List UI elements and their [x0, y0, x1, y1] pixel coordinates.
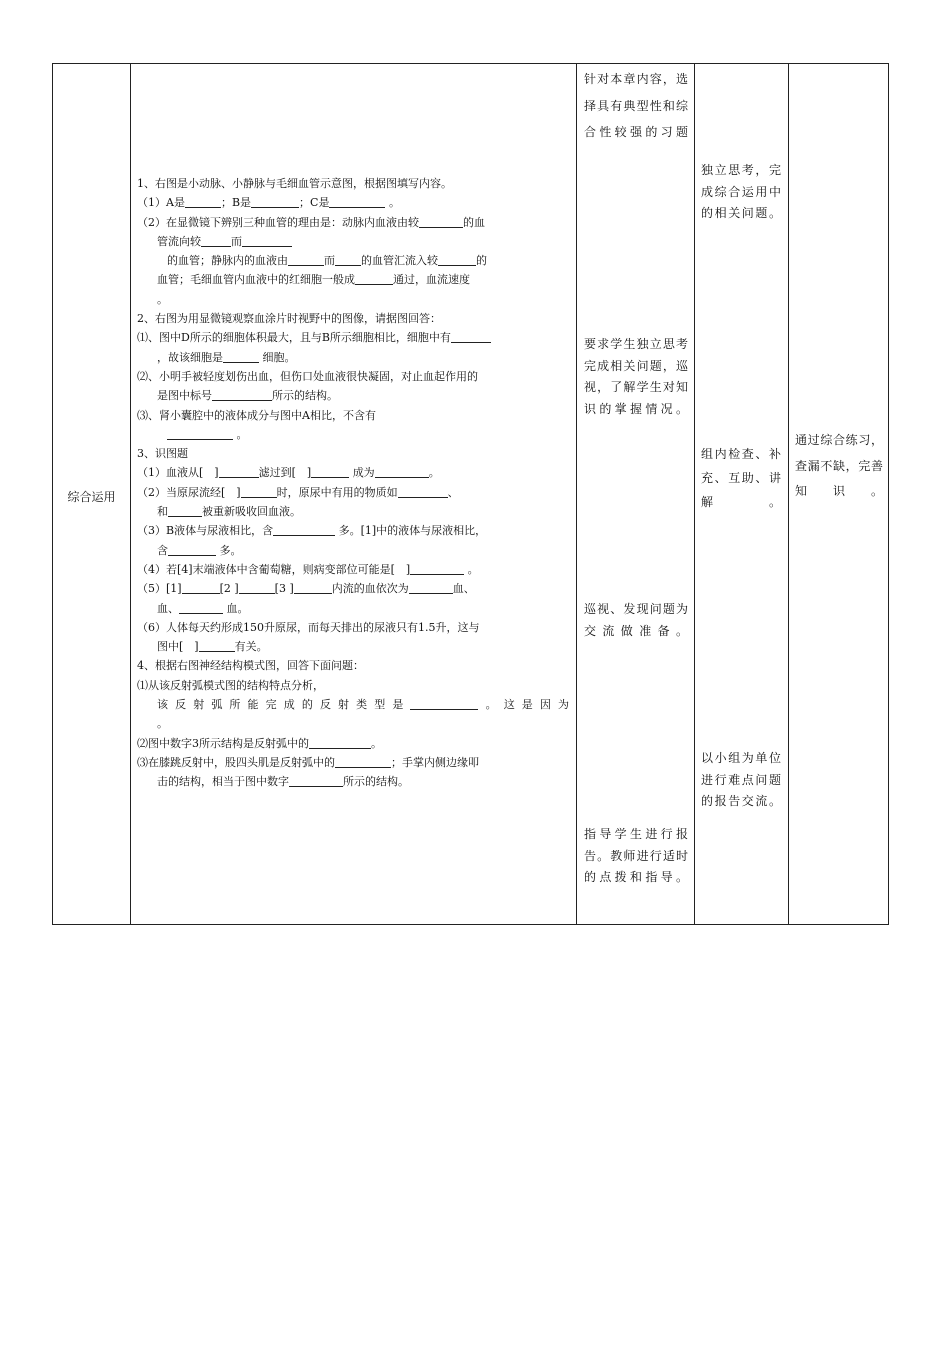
column-divider: [788, 64, 789, 924]
question-line: 。: [137, 425, 569, 444]
question-line: ⑴、图中D所示的细胞体积最大，且与B所示细胞相比，细胞中有: [137, 328, 569, 347]
question-line: （1）A是 ；B是 ；C是 。: [137, 196, 400, 210]
column-divider: [130, 64, 131, 924]
question-line: （6）人体每天约形成150升原尿，而每天排出的尿液只有1.5升，这与: [137, 620, 480, 634]
question-line: 血、 血。: [157, 601, 249, 615]
design-intent: 通过综合练习，查漏不缺，完善知识。: [795, 433, 883, 498]
question-line: 含 多。: [157, 543, 242, 557]
question-line: 的血管；静脉内的血液由 而 的血管汇流入较 的: [167, 254, 487, 268]
question-line: ⑶、肾小囊腔中的液体成分与图中A相比，不含有: [137, 408, 376, 422]
question-line: 击的结构，相当于图中数字 所示的结构。: [157, 775, 409, 789]
teacher-activity-1: 针对本章内容，选择具有典型性和综合性较强的习题: [584, 72, 688, 139]
teacher-activity-3: 巡视、发现问题为交流做准备。: [584, 602, 688, 638]
question-line: 血管；毛细血管内血液中的红细胞一般成 通过，血流速度: [157, 273, 470, 287]
student-activity-3: 以小组为单位进行难点问题的报告交流。: [701, 751, 781, 808]
question-line: 图中[ ] 有关。: [157, 640, 268, 654]
section-label: 综合运用: [67, 490, 116, 504]
question-line: （4）若[4]末端液体中含葡萄糖，则病变部位可能是[ ] 。: [137, 562, 479, 576]
column-divider: [576, 64, 577, 924]
question-line: ⑴从该反射弧模式图的结构特点分析，: [137, 678, 324, 692]
question-line: （3）B液体与尿液相比，含 多。[1]中的液体与尿液相比，: [137, 524, 487, 538]
question-2-title: 2、右图为用显微镜观察血涂片时视野中的图像，请据图回答：: [137, 312, 441, 326]
lesson-table: [52, 63, 889, 925]
question-3-title: 3、识图题: [137, 447, 188, 461]
column-divider: [694, 64, 695, 924]
question-line: （1）血液从[ ] 滤过到[ ] 成为 。: [137, 466, 440, 480]
question-line: 。: [157, 292, 168, 306]
exercise-content: [137, 174, 569, 792]
question-line: （2）当原尿流经[ ] 时，原尿中有用的物质如 、: [137, 485, 459, 499]
question-line: 和 被重新吸收回血液。: [157, 505, 301, 519]
question-4-title: 4、根据右图神经结构模式图，回答下面问题：: [137, 659, 364, 673]
question-line: （2）在显微镜下辨别三种血管的理由是：动脉内血液由较 的血: [137, 215, 485, 229]
question-line: ⑶在膝跳反射中，股四头肌是反射弧中的 ；手掌内侧边缘叩: [137, 755, 479, 769]
teacher-activity-4: 指导学生进行报告。教师进行适时的点拨和指导。: [584, 827, 688, 884]
student-activity-1: 独立思考，完成综合运用中的相关问题。: [701, 163, 781, 220]
question-line: 管流向较 而: [137, 232, 569, 251]
question-line: ，故该细胞是 细胞。: [157, 350, 296, 364]
question-line: 是图中标号 所示的结构。: [157, 389, 338, 403]
question-line: （5）[1] [2 ] [3 ] 内流的血依次为 血、: [137, 582, 475, 596]
question-line: 该反射弧所能完成的反射类型是 。这是因为: [157, 698, 570, 712]
teacher-activity-2: 要求学生独立思考完成相关问题，巡视，了解学生对知识的掌握情况。: [584, 337, 688, 416]
question-line: 。: [157, 717, 168, 731]
student-activity-2: 组内检查、补充、互助、讲解。: [701, 447, 781, 509]
question-line: ⑵图中数字3所示结构是反射弧中的 。: [137, 736, 382, 750]
question-1-title: 1、右图是小动脉、小静脉与毛细血管示意图，根据图填写内容。: [137, 177, 452, 190]
question-line: ⑵、小明手被轻度划伤出血，但伤口处血液很快凝固，对止血起作用的: [137, 369, 478, 383]
